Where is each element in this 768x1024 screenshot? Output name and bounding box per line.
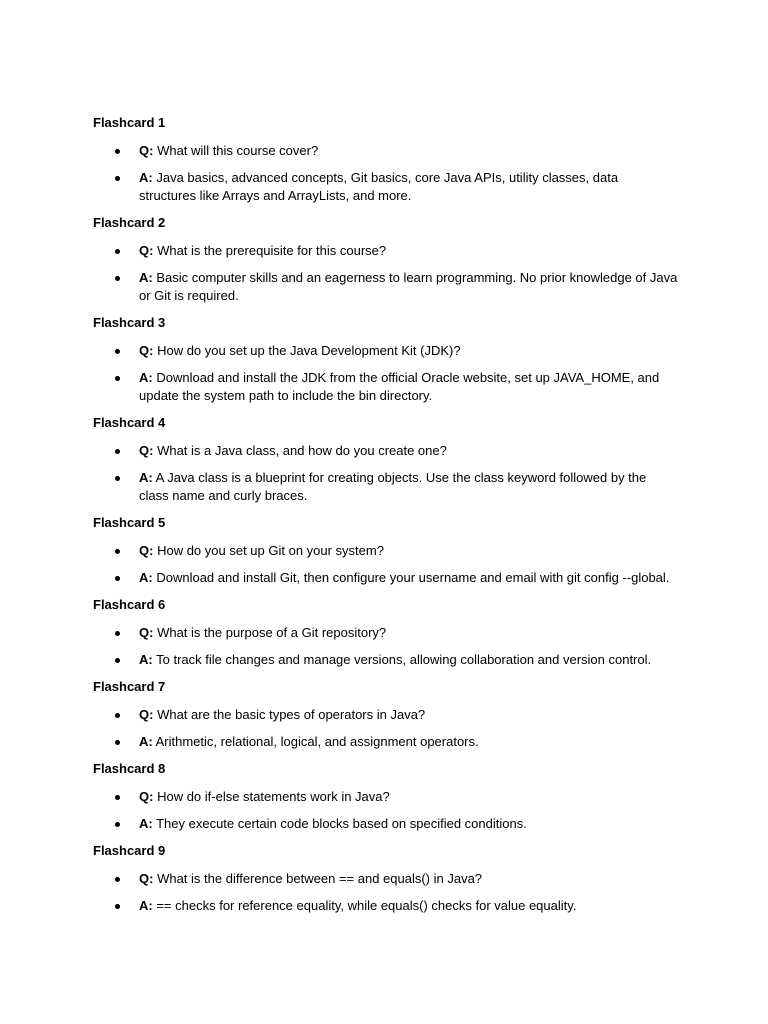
- flashcard: [93, 843, 678, 915]
- bullet-icon: [115, 476, 120, 481]
- flashcard: [93, 215, 678, 305]
- flashcard: [93, 597, 678, 669]
- qa-list: [93, 624, 678, 669]
- flashcard: [93, 415, 678, 505]
- qa-list: [93, 788, 678, 833]
- answer-text: Java basics, advanced concepts, Git basics, core Java APIs, utility classes, data structures like Arrays and ArrayLists, and more.: [139, 170, 619, 203]
- bullet-icon: [115, 795, 120, 800]
- qa-list: [93, 870, 678, 915]
- question-text: What is the prerequisite for this course?: [157, 243, 387, 258]
- question-label: Q:: [139, 789, 154, 804]
- question-label: Q:: [139, 143, 154, 158]
- question-item: [93, 788, 678, 806]
- flashcard: [93, 315, 678, 405]
- question-label: Q:: [139, 707, 154, 722]
- flashcard-title: Flashcard 1: [93, 115, 166, 130]
- bullet-icon: [115, 349, 120, 354]
- question-text: How do you set up the Java Development Kit (JDK)?: [157, 343, 461, 358]
- answer-label: A:: [139, 816, 153, 831]
- answer-text: To track file changes and manage versions, allowing collaboration and version control.: [156, 652, 652, 667]
- bullet-icon: [115, 631, 120, 636]
- answer-label: A:: [139, 898, 153, 913]
- answer-item: [93, 815, 678, 833]
- flashcard-title: Flashcard 9: [93, 843, 166, 858]
- bullet-icon: [115, 276, 120, 281]
- answer-label: A:: [139, 470, 153, 485]
- answer-item: [93, 169, 678, 205]
- question-text: How do if-else statements work in Java?: [157, 789, 390, 804]
- bullet-icon: [115, 549, 120, 554]
- qa-list: [93, 706, 678, 751]
- question-text: What will this course cover?: [157, 143, 319, 158]
- flashcard: [93, 761, 678, 833]
- bullet-icon: [115, 176, 120, 181]
- answer-text: Arithmetic, relational, logical, and assignment operators.: [155, 734, 479, 749]
- question-label: Q:: [139, 343, 154, 358]
- flashcard-title: Flashcard 6: [93, 597, 166, 612]
- bullet-icon: [115, 822, 120, 827]
- flashcard-title: Flashcard 2: [93, 215, 166, 230]
- question-label: Q:: [139, 543, 154, 558]
- flashcard: [93, 515, 678, 587]
- answer-label: A:: [139, 652, 153, 667]
- answer-text: Download and install Git, then configure your username and email with git config --global.: [156, 570, 670, 585]
- answer-text: Download and install the JDK from the official Oracle website, set up JAVA_HOME, and update the system path to include the bin directory.: [139, 370, 660, 403]
- flashcard-title: Flashcard 8: [93, 761, 166, 776]
- flashcard-title: Flashcard 3: [93, 315, 166, 330]
- flashcard-title: Flashcard 7: [93, 679, 166, 694]
- answer-item: [93, 569, 678, 587]
- flashcard-title: Flashcard 4: [93, 415, 166, 430]
- flashcard: [93, 115, 678, 205]
- bullet-icon: [115, 877, 120, 882]
- answer-item: [93, 733, 678, 751]
- question-item: [93, 624, 678, 642]
- bullet-icon: [115, 376, 120, 381]
- question-item: [93, 242, 678, 260]
- question-label: Q:: [139, 871, 154, 886]
- bullet-icon: [115, 449, 120, 454]
- question-label: Q:: [139, 243, 154, 258]
- answer-label: A:: [139, 370, 153, 385]
- answer-label: A:: [139, 570, 153, 585]
- answer-text: Basic computer skills and an eagerness to learn programming. No prior knowledge of Java or Git is required.: [139, 270, 678, 303]
- bullet-icon: [115, 658, 120, 663]
- bullet-icon: [115, 149, 120, 154]
- answer-item: [93, 469, 678, 505]
- answer-text: They execute certain code blocks based on specified conditions.: [156, 816, 527, 831]
- answer-item: [93, 369, 678, 405]
- answer-text: A Java class is a blueprint for creating objects. Use the class keyword followed by the class name and curly braces.: [139, 470, 647, 503]
- question-text: What is the difference between == and equals() in Java?: [157, 871, 483, 886]
- question-item: [93, 870, 678, 888]
- bullet-icon: [115, 249, 120, 254]
- qa-list: [93, 242, 678, 305]
- answer-item: [93, 897, 678, 915]
- qa-list: [93, 442, 678, 505]
- answer-label: A:: [139, 734, 153, 749]
- qa-list: [93, 342, 678, 405]
- answer-label: A:: [139, 170, 153, 185]
- question-label: Q:: [139, 443, 154, 458]
- answer-text: == checks for reference equality, while equals() checks for value equality.: [156, 898, 577, 913]
- question-text: What are the basic types of operators in Java?: [157, 707, 426, 722]
- answer-label: A:: [139, 270, 153, 285]
- bullet-icon: [115, 713, 120, 718]
- question-item: [93, 142, 678, 160]
- qa-list: [93, 542, 678, 587]
- question-text: What is a Java class, and how do you create one?: [157, 443, 447, 458]
- question-text: How do you set up Git on your system?: [157, 543, 384, 558]
- question-text: What is the purpose of a Git repository?: [157, 625, 387, 640]
- answer-item: [93, 651, 678, 669]
- bullet-icon: [115, 576, 120, 581]
- answer-item: [93, 269, 678, 305]
- question-item: [93, 442, 678, 460]
- bullet-icon: [115, 740, 120, 745]
- flashcard: [93, 679, 678, 751]
- question-label: Q:: [139, 625, 154, 640]
- qa-list: [93, 142, 678, 205]
- bullet-icon: [115, 904, 120, 909]
- question-item: [93, 342, 678, 360]
- question-item: [93, 706, 678, 724]
- question-item: [93, 542, 678, 560]
- flashcard-title: Flashcard 5: [93, 515, 166, 530]
